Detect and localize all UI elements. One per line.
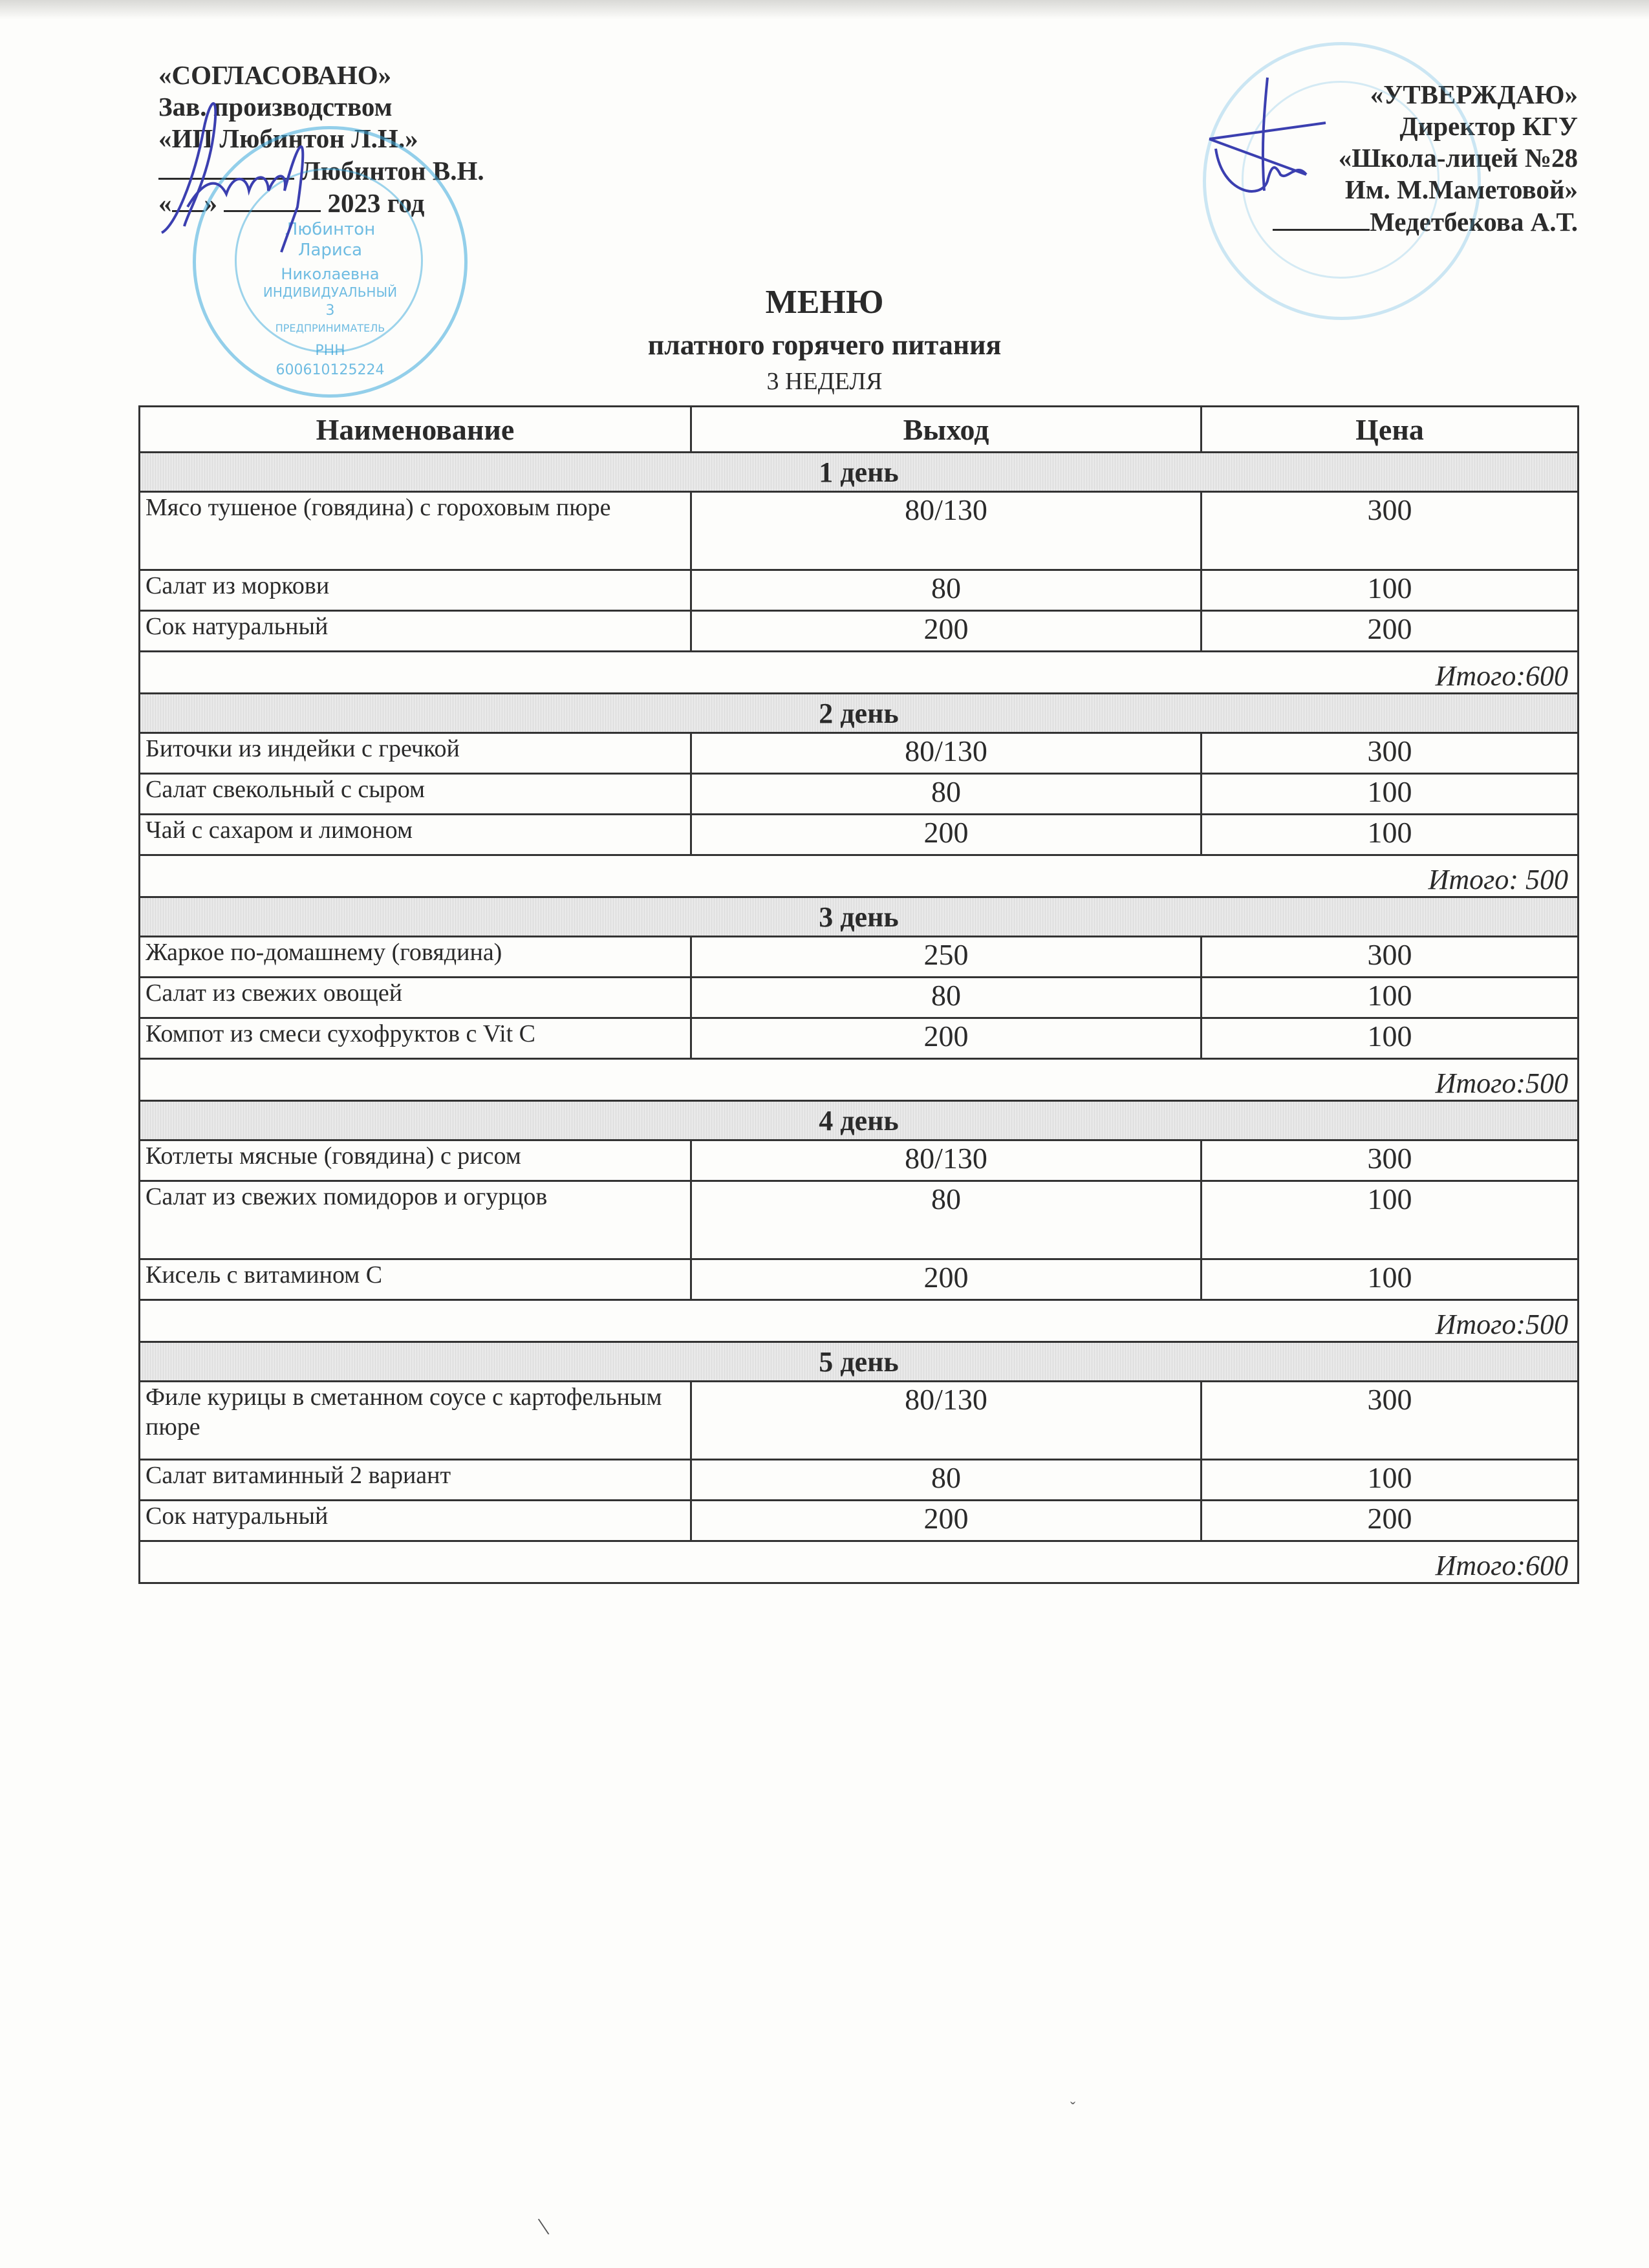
dish-price: 100 xyxy=(1202,1259,1579,1300)
dish-price: 100 xyxy=(1202,570,1579,611)
column-header-name: Наименование xyxy=(140,407,691,453)
table-row xyxy=(140,492,1579,570)
stamp-text: 3 xyxy=(325,303,335,319)
stamp-text: РНН xyxy=(315,343,345,359)
document-subtitle: платного горячего питания xyxy=(647,329,1002,361)
table-row xyxy=(140,1501,1579,1541)
table-row xyxy=(140,774,1579,815)
agreed-organization: «ИП Любинтон Л.Н.» xyxy=(158,123,418,153)
date-quote-close: » xyxy=(204,188,217,218)
dish-price: 100 xyxy=(1202,1018,1579,1059)
column-header-yield: Выход xyxy=(691,407,1202,453)
table-row xyxy=(140,815,1579,855)
total-row xyxy=(140,1300,1579,1342)
dish-price: 300 xyxy=(1202,1140,1579,1181)
day-row xyxy=(140,897,1579,937)
table-header-row xyxy=(140,407,1579,453)
day-total: Итого:500 xyxy=(140,1059,1579,1101)
day-total: Итого:600 xyxy=(140,652,1579,694)
dish-price: 300 xyxy=(1202,492,1579,570)
dish-yield: 80/130 xyxy=(691,1140,1202,1181)
dish-name: Сок натуральный xyxy=(140,1501,691,1541)
table-row xyxy=(140,570,1579,611)
column-header-price: Цена xyxy=(1202,407,1579,453)
scan-edge xyxy=(0,0,1649,19)
day-total: Итого:600 xyxy=(140,1541,1579,1583)
day-row xyxy=(140,694,1579,733)
day-total: Итого:500 xyxy=(140,1300,1579,1342)
dish-name: Котлеты мясные (говядина) с рисом xyxy=(140,1140,691,1181)
table-row xyxy=(140,978,1579,1018)
agreed-position: Зав. производством xyxy=(158,92,393,122)
total-row xyxy=(140,855,1579,897)
document-title: МЕНЮ xyxy=(765,284,884,321)
school-round-stamp xyxy=(1203,42,1481,320)
day-row xyxy=(140,453,1579,492)
agreed-year: 2023 год xyxy=(327,188,425,218)
dish-name: Мясо тушеное (говядина) с гороховым пюре xyxy=(140,492,691,570)
approved-heading: «УТВЕРЖДАЮ» xyxy=(1370,80,1578,109)
stamp-inner-ring xyxy=(1242,81,1439,279)
day-label: 4 день xyxy=(140,1101,1579,1140)
table-row xyxy=(140,611,1579,652)
total-row xyxy=(140,1059,1579,1101)
dish-price: 300 xyxy=(1202,733,1579,774)
dish-price: 200 xyxy=(1202,611,1579,652)
table-row xyxy=(140,733,1579,774)
table-row xyxy=(140,1259,1579,1300)
total-row xyxy=(140,652,1579,694)
approved-signer: Медетбекова А.Т. xyxy=(1370,207,1578,237)
day-total: Итого: 500 xyxy=(140,855,1579,897)
stamp-text: Любинтон xyxy=(285,220,376,239)
scan-mark: \ xyxy=(536,2211,551,2241)
stamp-text: ПРЕДПРИНИМАТЕЛЬ xyxy=(275,322,385,334)
dish-name: Салат свекольный с сыром xyxy=(140,774,691,815)
dish-price: 100 xyxy=(1202,774,1579,815)
dish-yield: 80/130 xyxy=(691,1382,1202,1460)
dish-name: Чай с сахаром и лимоном xyxy=(140,815,691,855)
dish-yield: 200 xyxy=(691,1018,1202,1059)
dish-price: 100 xyxy=(1202,1181,1579,1259)
dish-name: Компот из смеси сухофруктов с Vit C xyxy=(140,1018,691,1059)
week-label: 3 НЕДЕЛЯ xyxy=(766,368,883,395)
day-row xyxy=(140,1342,1579,1382)
table-row xyxy=(140,1140,1579,1181)
date-day-blank xyxy=(172,187,204,212)
dish-yield: 250 xyxy=(691,937,1202,978)
day-label: 5 день xyxy=(140,1342,1579,1382)
dish-price: 200 xyxy=(1202,1501,1579,1541)
dish-name: Салат из свежих помидоров и огурцов xyxy=(140,1181,691,1259)
dish-yield: 200 xyxy=(691,611,1202,652)
menu-table xyxy=(138,405,1579,1584)
dish-name: Кисель с витамином С xyxy=(140,1259,691,1300)
table-row xyxy=(140,1382,1579,1460)
stamp-text: 600610125224 xyxy=(275,362,385,378)
dish-price: 100 xyxy=(1202,1460,1579,1501)
table-row xyxy=(140,1460,1579,1501)
dish-price: 100 xyxy=(1202,815,1579,855)
dish-yield: 80 xyxy=(691,774,1202,815)
stamp-text: ИНДИВИДУАЛЬНЫЙ xyxy=(263,284,398,300)
stamp-text: Лариса xyxy=(297,241,363,260)
dish-yield: 80 xyxy=(691,978,1202,1018)
dish-price: 300 xyxy=(1202,937,1579,978)
table-row xyxy=(140,1181,1579,1259)
dish-yield: 200 xyxy=(691,815,1202,855)
dish-price: 100 xyxy=(1202,978,1579,1018)
day-row xyxy=(140,1101,1579,1140)
dish-price: 300 xyxy=(1202,1382,1579,1460)
dish-name: Салат из моркови xyxy=(140,570,691,611)
day-label: 1 день xyxy=(140,453,1579,492)
dish-yield: 200 xyxy=(691,1501,1202,1541)
dish-name: Сок натуральный xyxy=(140,611,691,652)
dish-yield: 200 xyxy=(691,1259,1202,1300)
dish-yield: 80/130 xyxy=(691,492,1202,570)
scan-mark: ˇ xyxy=(1070,2100,1075,2117)
approved-position: Директор КГУ xyxy=(1399,111,1578,141)
approved-organization-name: Им. М.Маметовой» xyxy=(1344,175,1578,204)
dish-yield: 80 xyxy=(691,1181,1202,1259)
day-label: 3 день xyxy=(140,897,1579,937)
dish-name: Салат витаминный 2 вариант xyxy=(140,1460,691,1501)
total-row xyxy=(140,1541,1579,1583)
dish-name: Филе курицы в сметанном соусе с картофельным пюре xyxy=(140,1382,691,1460)
agreed-signer: Любинтон В.Н. xyxy=(301,156,484,186)
dish-name: Салат из свежих овощей xyxy=(140,978,691,1018)
day-label: 2 день xyxy=(140,694,1579,733)
approved-organization: «Школа-лицей №28 xyxy=(1338,143,1578,173)
date-quote-open: « xyxy=(158,188,172,218)
stamp-text: Николаевна xyxy=(281,265,380,283)
table-row xyxy=(140,937,1579,978)
agreed-heading: «СОГЛАСОВАНО» xyxy=(158,60,392,90)
table-row xyxy=(140,1018,1579,1059)
dish-yield: 80 xyxy=(691,1460,1202,1501)
dish-yield: 80 xyxy=(691,570,1202,611)
dish-yield: 80/130 xyxy=(691,733,1202,774)
dish-name: Биточки из индейки с гречкой xyxy=(140,733,691,774)
dish-name: Жаркое по-домашнему (говядина) xyxy=(140,937,691,978)
